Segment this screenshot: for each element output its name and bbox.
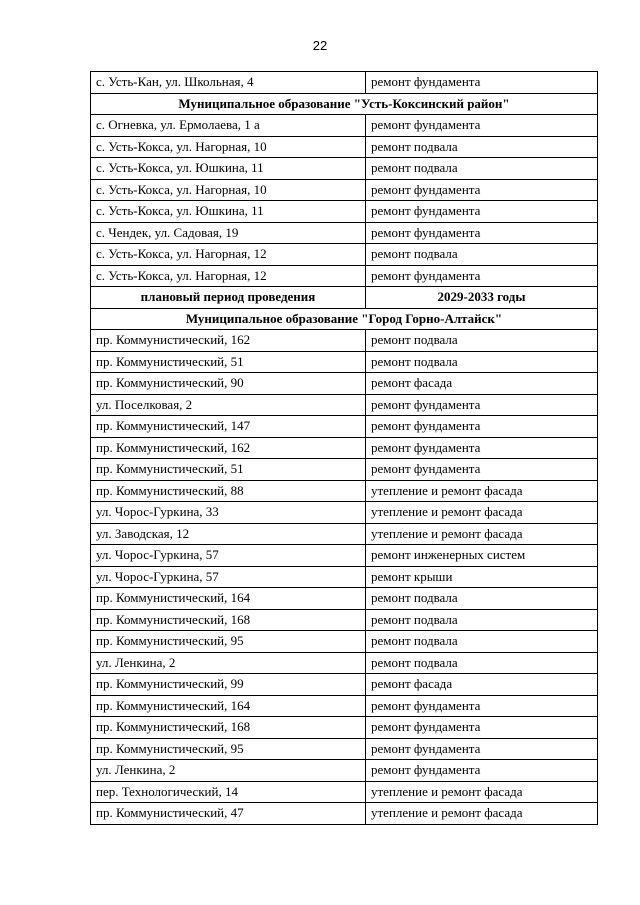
table-row xyxy=(91,244,598,266)
table-row xyxy=(91,502,598,524)
table-row xyxy=(91,631,598,653)
table-row xyxy=(91,394,598,416)
table-row xyxy=(91,566,598,588)
work-type-cell: ремонт фундамента xyxy=(366,265,598,287)
section-title: Муниципальное образование "Город Горно-Алтайск" xyxy=(91,308,598,330)
address-cell: с. Огневка, ул. Ермолаева, 1 а xyxy=(91,115,366,137)
table-row xyxy=(91,437,598,459)
work-type-cell: ремонт фундамента xyxy=(366,222,598,244)
work-type-cell: ремонт фундамента xyxy=(366,394,598,416)
work-type-cell: ремонт подвала xyxy=(366,652,598,674)
table-row xyxy=(91,717,598,739)
table-row xyxy=(91,588,598,610)
address-cell: ул. Ленкина, 2 xyxy=(91,760,366,782)
address-cell: пр. Коммунистический, 47 xyxy=(91,803,366,825)
address-cell: пр. Коммунистический, 147 xyxy=(91,416,366,438)
table-row xyxy=(91,373,598,395)
address-cell: ул. Поселковая, 2 xyxy=(91,394,366,416)
period-label: плановый период проведения xyxy=(91,287,366,309)
address-cell: пр. Коммунистический, 164 xyxy=(91,695,366,717)
work-type-cell: ремонт фундамента xyxy=(366,760,598,782)
work-type-cell: ремонт подвала xyxy=(366,244,598,266)
table-body xyxy=(91,72,598,825)
address-cell: пр. Коммунистический, 162 xyxy=(91,437,366,459)
address-cell: пр. Коммунистический, 51 xyxy=(91,351,366,373)
period-years: 2029-2033 годы xyxy=(366,287,598,309)
section-title: Муниципальное образование "Усть-Коксинский район" xyxy=(91,93,598,115)
work-type-cell: ремонт подвала xyxy=(366,158,598,180)
address-cell: ул. Чорос-Гуркина, 57 xyxy=(91,545,366,567)
address-cell: пр. Коммунистический, 99 xyxy=(91,674,366,696)
address-cell: пр. Коммунистический, 162 xyxy=(91,330,366,352)
table-row xyxy=(91,136,598,158)
work-type-cell: ремонт фундамента xyxy=(366,738,598,760)
work-type-cell: ремонт фундамента xyxy=(366,179,598,201)
table-row xyxy=(91,72,598,94)
work-type-cell: ремонт фундамента xyxy=(366,437,598,459)
work-type-cell: ремонт фундамента xyxy=(366,717,598,739)
section-header-row xyxy=(91,93,598,115)
table-row xyxy=(91,115,598,137)
address-cell: ул. Ленкина, 2 xyxy=(91,652,366,674)
work-type-cell: ремонт фасада xyxy=(366,373,598,395)
work-type-cell: ремонт подвала xyxy=(366,330,598,352)
table-row xyxy=(91,222,598,244)
work-type-cell: ремонт фасада xyxy=(366,674,598,696)
work-type-cell: ремонт инженерных систем xyxy=(366,545,598,567)
table-row xyxy=(91,459,598,481)
address-cell: пр. Коммунистический, 51 xyxy=(91,459,366,481)
address-cell: ул. Заводская, 12 xyxy=(91,523,366,545)
work-type-cell: ремонт фундамента xyxy=(366,695,598,717)
work-type-cell: ремонт подвала xyxy=(366,631,598,653)
address-cell: пр. Коммунистический, 168 xyxy=(91,609,366,631)
address-cell: с. Усть-Кокса, ул. Нагорная, 12 xyxy=(91,244,366,266)
address-cell: с. Усть-Кокса, ул. Нагорная, 10 xyxy=(91,136,366,158)
table-row xyxy=(91,674,598,696)
work-type-cell: утепление и ремонт фасада xyxy=(366,502,598,524)
work-type-cell: ремонт подвала xyxy=(366,351,598,373)
address-cell: с. Усть-Кокса, ул. Нагорная, 10 xyxy=(91,179,366,201)
table-row xyxy=(91,351,598,373)
table-row xyxy=(91,738,598,760)
table-row xyxy=(91,201,598,223)
work-type-cell: ремонт фундамента xyxy=(366,459,598,481)
address-cell: ул. Чорос-Гуркина, 57 xyxy=(91,566,366,588)
planning-period-row xyxy=(91,287,598,309)
work-type-cell: ремонт фундамента xyxy=(366,72,598,94)
table-row xyxy=(91,609,598,631)
address-cell: с. Чендек, ул. Садовая, 19 xyxy=(91,222,366,244)
address-cell: ул. Чорос-Гуркина, 33 xyxy=(91,502,366,524)
address-cell: пр. Коммунистический, 95 xyxy=(91,631,366,653)
table-row xyxy=(91,760,598,782)
work-type-cell: ремонт фундамента xyxy=(366,115,598,137)
address-cell: пр. Коммунистический, 168 xyxy=(91,717,366,739)
address-cell: с. Усть-Кокса, ул. Юшкина, 11 xyxy=(91,158,366,180)
work-type-cell: ремонт фундамента xyxy=(366,416,598,438)
work-type-cell: утепление и ремонт фасада xyxy=(366,781,598,803)
address-cell: с. Усть-Кокса, ул. Нагорная, 12 xyxy=(91,265,366,287)
address-cell: пр. Коммунистический, 95 xyxy=(91,738,366,760)
work-type-cell: утепление и ремонт фасада xyxy=(366,480,598,502)
work-type-cell: ремонт фундамента xyxy=(366,201,598,223)
table-row xyxy=(91,545,598,567)
table-row xyxy=(91,695,598,717)
address-cell: с. Усть-Кан, ул. Школьная, 4 xyxy=(91,72,366,94)
address-cell: пр. Коммунистический, 164 xyxy=(91,588,366,610)
work-type-cell: ремонт подвала xyxy=(366,609,598,631)
table-row xyxy=(91,803,598,825)
repair-schedule-table xyxy=(90,71,598,825)
address-cell: с. Усть-Кокса, ул. Юшкина, 11 xyxy=(91,201,366,223)
table-row xyxy=(91,523,598,545)
work-type-cell: утепление и ремонт фасада xyxy=(366,803,598,825)
table-row xyxy=(91,781,598,803)
work-type-cell: ремонт крыши xyxy=(366,566,598,588)
work-type-cell: ремонт подвала xyxy=(366,136,598,158)
table-row xyxy=(91,416,598,438)
section-header-row xyxy=(91,308,598,330)
address-cell: пер. Технологический, 14 xyxy=(91,781,366,803)
table-row xyxy=(91,480,598,502)
work-type-cell: ремонт подвала xyxy=(366,588,598,610)
table-row xyxy=(91,179,598,201)
table-row xyxy=(91,265,598,287)
table-row xyxy=(91,158,598,180)
table-row xyxy=(91,652,598,674)
table-row xyxy=(91,330,598,352)
address-cell: пр. Коммунистический, 88 xyxy=(91,480,366,502)
work-type-cell: утепление и ремонт фасада xyxy=(366,523,598,545)
address-cell: пр. Коммунистический, 90 xyxy=(91,373,366,395)
page-number: 22 xyxy=(312,38,328,53)
